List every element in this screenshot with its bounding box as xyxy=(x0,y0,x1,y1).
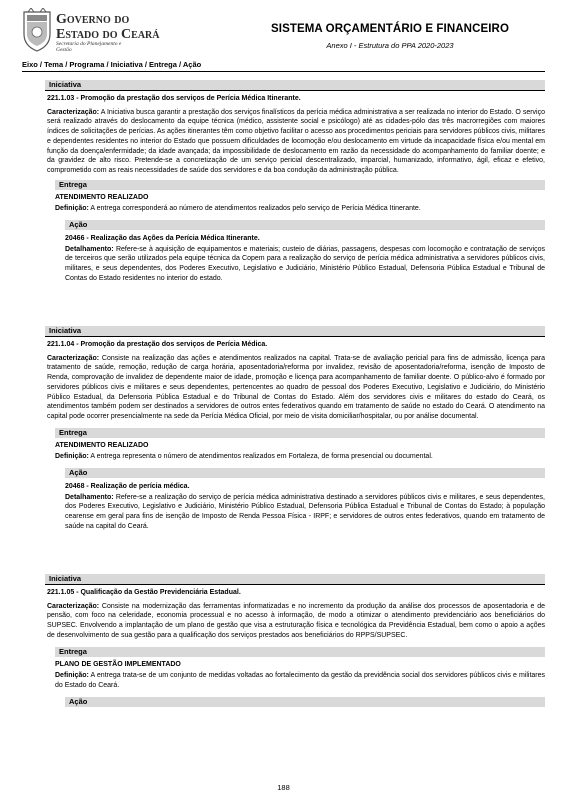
iniciativa-label: Iniciativa xyxy=(45,326,545,336)
acao-title: 20468 - Realização de perícia médica. xyxy=(65,483,190,491)
entrega-title: PLANO DE GESTÃO IMPLEMENTADO xyxy=(55,660,181,668)
detalhamento-label: Detalhamento: xyxy=(65,493,114,501)
breadcrumb: Eixo / Tema / Programa / Iniciativa / Entrega / Ação xyxy=(22,60,202,69)
entrega-label: Entrega xyxy=(55,180,545,190)
definicao-label: Definição: xyxy=(55,205,89,213)
logo-line2: Estado do Ceará xyxy=(56,27,160,42)
definicao-body: A entrega representa o número de atendimentos realizados em Fortaleza, de forma presencial ou documental. xyxy=(90,453,433,461)
caracterizacao-text xyxy=(47,108,545,176)
entrega-title: ATENDIMENTO REALIZADO xyxy=(55,193,149,201)
acao-detalhamento xyxy=(65,245,545,284)
caracterizacao-text xyxy=(47,354,545,422)
caracterizacao-body: Consiste na realização das ações e atendimentos realizados na capital. Trata-se de avaliação pericial para fins de admissão, licença para tratamento de saúde, remoção, redução de carga horária, aposentadoria/reforma por invalidez, revisão de aposentadoria/reforma, isenção de Imposto de Renda, comprovação de invalidez de dependente maior de idade, promoção e licença para acompanhamento de familiar doente. O público-alvo é formado por servidores públicos civis e militares e seus dependentes, pertencentes ao quadro de pessoal dos Poderes Executivo, Legislativo e Judiciário, do Ministério Público Estadual, da Defensoria Pública Estadual e do Tribunal de Contas do Estado. Além dos servidores civis e militares do estado do Ceará, os atendimentos também podem ser destinados a servidores de outros entes federativos quando em tratamento de saúde no estado do Ceará. O atendimento na capital pode ocorrer presencialmente na sede da Perícia Médica Oficial, por meio de visita domiciliar/hospitalar, ou por análise documental. xyxy=(47,354,545,420)
entrega-definicao xyxy=(55,671,545,690)
detalhamento-body: Refere-se à aquisição de equipamentos e materiais; custeio de diárias, passagens, despesas com locomoção e contratação de serviços de terceiros que serão utilizados pela equipe técnica da Copem para a realização do serviço de perícia médica administrativa a servidores públicos civis, militares, e seus dependentes, dos Poderes Executivo, Legislativo e Judiciário, Ministério Público Estadual, Defensoria Pública Estadual e Tribunal de Contas do Estado residentes no interior do estado. xyxy=(65,245,545,282)
definicao-label: Definição: xyxy=(55,453,89,461)
header-divider xyxy=(22,71,545,72)
iniciativa-label: Iniciativa xyxy=(45,80,545,90)
caracterizacao-text xyxy=(47,602,545,641)
iniciativa-title: 221.1.03 - Promoção da prestação dos serviços de Perícia Médica Itinerante. xyxy=(47,95,301,102)
acao-label: Ação xyxy=(65,468,545,478)
document-subtitle: Anexo I - Estrutura do PPA 2020-2023 xyxy=(326,41,454,50)
caracterizacao-label: Caracterização: xyxy=(47,108,100,116)
detalhamento-body: Refere-se a realização do serviço de perícia médica administrativa destinado a servidores públicos civis e militares, e seus dependentes, dos Poderes Executivo, Legislativo e Judiciário, Ministério Público Estadual, Defensoria Pública Estadual e Tribunal de Contas do Estado; à população cearense em geral para fins de isenção de Imposto de Renda Pessoa Física - IRPF; e servidores de outros entes federativos, quando em tratamento de saúde na capital do Ceará. xyxy=(65,493,545,530)
definicao-body: A entrega corresponderá ao número de atendimentos realizados pelo serviço de Perícia Médica Itinerante. xyxy=(90,205,421,213)
acao-label: Ação xyxy=(65,220,545,230)
definicao-body: A entrega trata-se de um conjunto de medidas voltadas ao fortalecimento da gestão da previdência social dos servidores públicos civis e militares do Estado do Ceará. xyxy=(55,672,546,689)
acao-label: Ação xyxy=(65,697,545,707)
section-2 xyxy=(47,326,545,532)
caracterizacao-body: A Iniciativa busca garantir a prestação dos serviços finalísticos da perícia médica administrativa a ser realizada no interior do Estado. O serviço será realizado através do deslocamento da equipe técnica (médico, assistente social e psicólogo) até as cidades-pólo das três macrorregiões com maiores índices de solicitações de perícias. As ações itinerantes têm como objetivo facilitar o acesso aos procedimentos periciais para servidores públicos civis, militares e dependentes residentes no interior do Estado que possuem dificuldades de locomoção e/ou deslocamento em virtude da incapacidade física e/ou mental em função da doença/enfermidade; da idade avançada; da impossibilidade de deslocamento em razão da necessidade do acompanhamento do familiar doente; e da gravidez de alto risco. Pretende-se a concretização de um serviço pericial descentralizado, imparcial, humanizado, informativo, ágil, eficaz e efetivo, comprometido com as reais necessidades de saúde dos servidores e da boa condução da administração pública. xyxy=(47,108,545,174)
iniciativa-title: 221.1.04 - Promoção da prestação dos serviços de Perícia Médica. xyxy=(47,341,268,348)
entrega-label: Entrega xyxy=(55,428,545,438)
system-title: SISTEMA ORÇAMENTÁRIO E FINANCEIRO xyxy=(271,23,509,35)
acao-title: 20466 - Realização das Ações da Perícia Médica Itinerante. xyxy=(65,235,260,243)
logo-line1: Governo do xyxy=(56,12,130,27)
entrega-title: ATENDIMENTO REALIZADO xyxy=(55,441,149,449)
detalhamento-label: Detalhamento: xyxy=(65,245,114,253)
caracterizacao-label: Caracterização: xyxy=(47,354,100,362)
page-number: 188 xyxy=(277,783,290,792)
iniciativa-title: 221.1.05 - Qualificação da Gestão Previdenciária Estadual. xyxy=(47,589,241,596)
caracterizacao-body: Consiste na modernização das ferramentas informatizadas e no incremento da produção da análise dos processos de aposentadoria e de pensão, com foco na celeridade, economia processual e no acesso à informação, de modo a otimizar o atendimento previdenciário aos beneficiários do SUPSEC. Envolvendo a implantação de um plano de gestão que visa a estruturação física e tecnológica da Previdência Estadual, bem como o apoio a ações de desenvolvimento de sua gestão para a qualificação dos serviços prestados aos beneficiários do RPPS/SUPSEC. xyxy=(47,602,545,639)
entrega-definicao xyxy=(55,452,545,462)
acao-detalhamento xyxy=(65,493,545,532)
section-3 xyxy=(47,574,545,707)
entrega-label: Entrega xyxy=(55,647,545,657)
section-1 xyxy=(47,80,545,284)
entrega-definicao xyxy=(55,204,545,214)
coat-of-arms-icon xyxy=(22,8,52,52)
definicao-label: Definição: xyxy=(55,672,89,680)
caracterizacao-label: Caracterização: xyxy=(47,602,100,610)
iniciativa-label: Iniciativa xyxy=(45,574,545,584)
logo-line3: Secretaria do Planejamento e Gestão xyxy=(56,41,122,53)
